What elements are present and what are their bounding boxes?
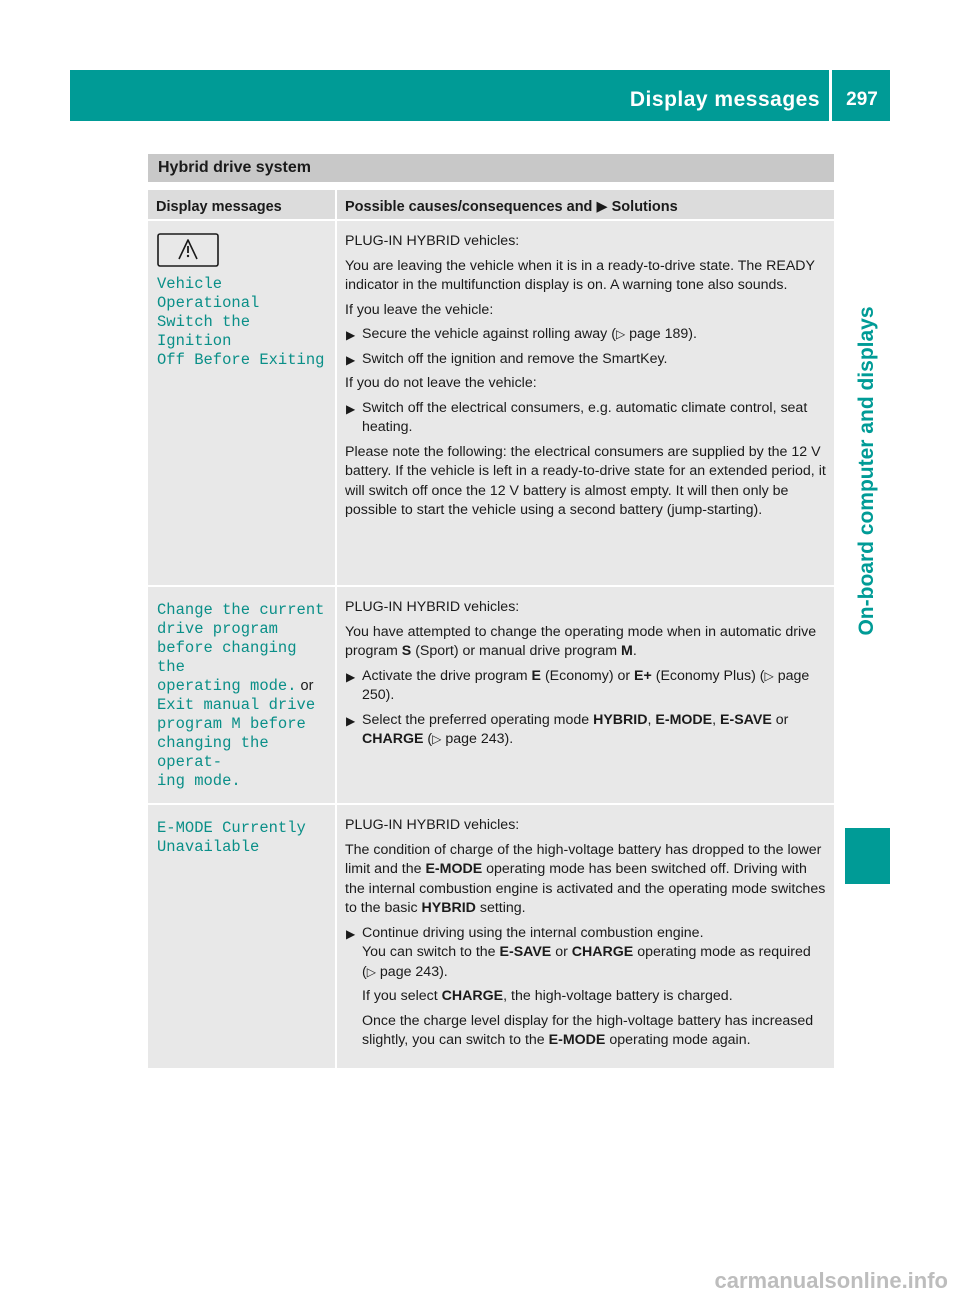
page-ref-icon: ▷ bbox=[764, 668, 774, 683]
solution-step: ▶ Continue driving using the internal combustion engine. You can switch to the E-SAVE or CHARGE operating mode as required (▷ page 243). bbox=[346, 924, 811, 980]
cause-text: You are leaving the vehicle when it is in a ready-to-drive state. The READY indicator in the multifunction display is on. A warning tone also sounds. bbox=[345, 257, 815, 293]
arrow-icon: ▶ bbox=[346, 669, 356, 684]
result-text: Once the charge level display for the high-voltage battery has increased slightly, you can switch to the E-MODE operating mode again. bbox=[362, 1012, 814, 1048]
solution-cell bbox=[336, 220, 834, 586]
header-divider bbox=[829, 70, 832, 121]
solution-cell bbox=[336, 586, 834, 804]
table-header-row bbox=[148, 190, 834, 220]
arrow-icon: ▶ bbox=[346, 328, 356, 342]
page-ref-icon: ▷ bbox=[366, 964, 376, 979]
section-title: Hybrid drive system bbox=[148, 154, 834, 182]
display-message-text: Change the current drive program before changing the operating mode. bbox=[157, 601, 325, 695]
message-cell bbox=[148, 220, 336, 586]
display-message-text: E-MODE Currently Unavailable bbox=[157, 819, 306, 856]
result-text: If you select CHARGE, the high-voltage battery is charged. bbox=[362, 988, 733, 1004]
solution-step: ▶ Switch off the electrical consumers, e.g. automatic climate control, seat heating. bbox=[346, 399, 808, 435]
arrow-icon: ▶ bbox=[346, 926, 356, 941]
table-row bbox=[148, 586, 834, 804]
solution-step: ▶ Select the preferred operating mode HYBRID, E-MODE, E-SAVE or CHARGE (▷ page 243). bbox=[346, 711, 789, 747]
solution-step: ▶ Secure the vehicle against rolling away (▷ page 189). bbox=[345, 325, 826, 345]
solution-step: ▶ Switch off the ignition and remove the SmartKey. bbox=[345, 350, 826, 370]
watermark: carmanualsonline.info bbox=[714, 1268, 948, 1293]
condition-text: If you leave the vehicle: bbox=[345, 301, 494, 318]
message-cell bbox=[148, 586, 336, 804]
page-ref-icon: ▷ bbox=[432, 732, 442, 746]
col-header-text-a: Possible causes/consequences and bbox=[345, 199, 597, 215]
note-text: Please note the following: the electrical consumers are supplied by the 12 V battery. If the vehicle is left in a ready-to-drive state for an extended period, it will switch off once the 12 V battery is almost empty. It will then only be possible to start the vehicle using a second battery (jump-starting). bbox=[345, 443, 826, 518]
cause-text: You have attempted to change the operating mode when in automatic drive program S (Sport) or manual drive program M. bbox=[345, 623, 817, 659]
cause-text: The condition of charge of the high-voltage battery has dropped to the lower limit and the E-MODE operating mode has been switched off. Driving with the internal combustion engine is activated and the operating mode switches to the basic HYBRID setting. bbox=[345, 841, 826, 916]
display-message-text: Exit manual drive program M before changing the operat‐ ing mode. bbox=[157, 696, 316, 790]
side-tab-marker bbox=[845, 828, 890, 884]
col-header-display-messages: Display messages bbox=[148, 190, 336, 220]
page-number: 297 bbox=[846, 89, 878, 110]
or-text: or bbox=[296, 678, 314, 694]
condition-text: If you do not leave the vehicle: bbox=[345, 375, 537, 391]
col-header-text-b: Solutions bbox=[607, 199, 678, 215]
message-cell bbox=[148, 804, 336, 1069]
side-tab bbox=[845, 130, 890, 812]
arrow-icon: ▶ bbox=[596, 199, 608, 215]
header-title: Display messages bbox=[629, 88, 820, 111]
table-row bbox=[148, 804, 834, 1069]
vehicle-scope-text: PLUG-IN HYBRID vehicles: bbox=[345, 817, 520, 833]
vehicle-scope-text: PLUG-IN HYBRID vehicles: bbox=[345, 233, 520, 249]
arrow-icon: ▶ bbox=[346, 713, 356, 728]
display-messages-table bbox=[148, 190, 834, 1070]
arrow-icon: ▶ bbox=[346, 401, 356, 416]
vehicle-scope-text: PLUG-IN HYBRID vehicles: bbox=[345, 599, 520, 615]
page-header bbox=[70, 70, 890, 121]
arrow-icon: ▶ bbox=[346, 352, 356, 367]
table-row bbox=[148, 220, 834, 586]
col-header-causes-solutions bbox=[336, 190, 834, 220]
warning-triangle-icon bbox=[157, 233, 219, 267]
display-message-text: Vehicle Operational Switch the Ignition Off Before Exiting bbox=[157, 275, 325, 369]
side-tab-label: On-board computer and displays bbox=[855, 306, 878, 636]
solution-cell bbox=[336, 804, 834, 1069]
solution-step: ▶ Activate the drive program E (Economy) or E+ (Economy Plus) (▷ page 250). bbox=[346, 667, 810, 703]
page-ref-icon: ▷ bbox=[615, 327, 626, 341]
